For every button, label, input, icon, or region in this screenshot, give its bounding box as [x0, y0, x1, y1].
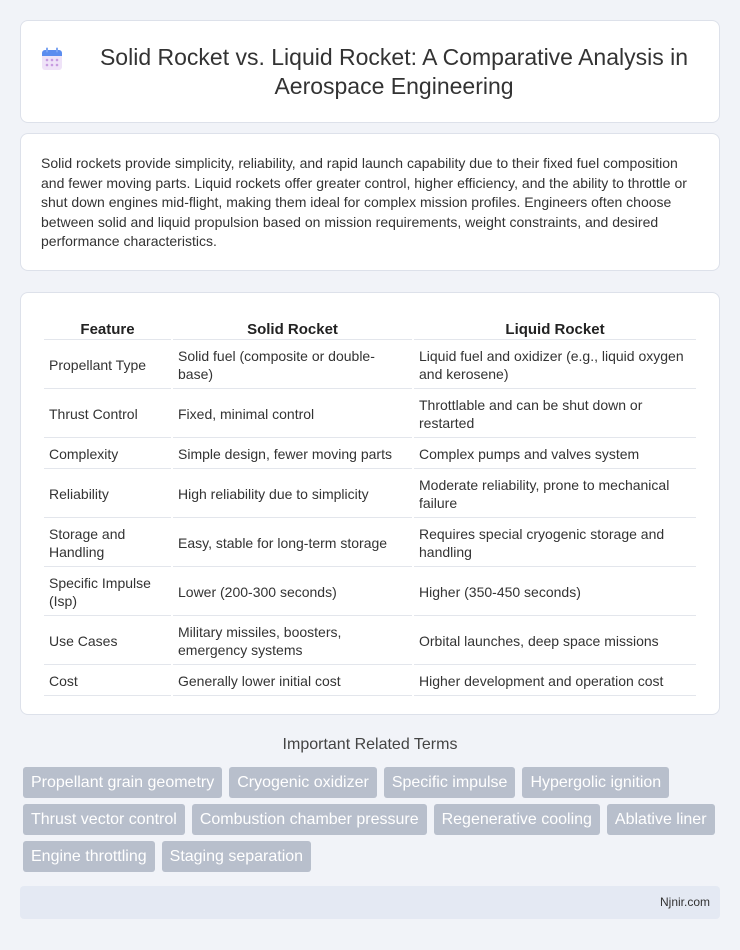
solid-cell: Generally lower initial cost: [173, 667, 412, 696]
page-title: Solid Rocket vs. Liquid Rocket: A Comparative Analysis in Aerospace Engineering: [99, 43, 689, 99]
solid-cell: Simple design, fewer moving parts: [173, 440, 412, 469]
term-tag[interactable]: Combustion chamber pressure: [192, 804, 427, 835]
footer: [20, 886, 720, 919]
solid-cell: Lower (200-300 seconds): [173, 569, 412, 616]
header-feature: Feature: [44, 317, 171, 340]
related-terms-list: [23, 767, 723, 872]
table-row: [44, 667, 696, 696]
table-row: [44, 520, 696, 567]
table-row: [44, 391, 696, 438]
liquid-cell: Orbital launches, deep space missions: [414, 618, 696, 665]
title-wrap: [21, 21, 719, 122]
table-row: [44, 440, 696, 469]
term-tag[interactable]: Cryogenic oxidizer: [229, 767, 377, 798]
feature-cell: Complexity: [44, 440, 171, 469]
summary-card: [20, 133, 720, 271]
header-liquid-rocket: Liquid Rocket: [414, 317, 696, 340]
solid-cell: Easy, stable for long-term storage: [173, 520, 412, 567]
term-tag[interactable]: Staging separation: [162, 841, 311, 872]
term-tag[interactable]: Specific impulse: [384, 767, 516, 798]
table-row: [44, 342, 696, 389]
calendar-icon: [41, 47, 63, 71]
liquid-cell: Complex pumps and valves system: [414, 440, 696, 469]
feature-cell: Storage and Handling: [44, 520, 171, 567]
term-tag[interactable]: Propellant grain geometry: [23, 767, 222, 798]
liquid-cell: Liquid fuel and oxidizer (e.g., liquid oxygen and kerosene): [414, 342, 696, 389]
feature-cell: Thrust Control: [44, 391, 171, 438]
comparison-table-card: [20, 292, 720, 715]
liquid-cell: Higher (350-450 seconds): [414, 569, 696, 616]
table-row: [44, 569, 696, 616]
solid-cell: High reliability due to simplicity: [173, 471, 412, 518]
solid-cell: Military missiles, boosters, emergency systems: [173, 618, 412, 665]
related-terms-heading: Important Related Terms: [282, 736, 458, 753]
term-tag[interactable]: Ablative liner: [607, 804, 715, 835]
solid-cell: Fixed, minimal control: [173, 391, 412, 438]
liquid-cell: Higher development and operation cost: [414, 667, 696, 696]
term-tag[interactable]: Engine throttling: [23, 841, 155, 872]
feature-cell: Specific Impulse (Isp): [44, 569, 171, 616]
liquid-cell: Requires special cryogenic storage and handling: [414, 520, 696, 567]
table-header-row: [44, 317, 696, 340]
feature-cell: Use Cases: [44, 618, 171, 665]
term-tag[interactable]: Hypergolic ignition: [522, 767, 669, 798]
solid-cell: Solid fuel (composite or double-base): [173, 342, 412, 389]
liquid-cell: Moderate reliability, prone to mechanical failure: [414, 471, 696, 518]
term-tag[interactable]: Regenerative cooling: [434, 804, 600, 835]
term-tag[interactable]: Thrust vector control: [23, 804, 185, 835]
header-solid-rocket: Solid Rocket: [173, 317, 412, 340]
feature-cell: Reliability: [44, 471, 171, 518]
comparison-table: [42, 315, 698, 698]
footer-site-link[interactable]: Njnir.com: [659, 895, 710, 909]
table-row: [44, 471, 696, 518]
summary-paragraph: Solid rockets provide simplicity, reliability, and rapid launch capability due to their fixed fuel composition and fewer moving parts. Liquid rockets offer greater control, higher efficiency, and the ability to throttle or shut down engines mid-flight, making them ideal for complex mission profiles. Engineers often choose between solid and liquid propulsion based on mission requirements, weight constraints, and desired performance characteristics.: [41, 155, 687, 249]
table-row: [44, 618, 696, 665]
feature-cell: Propellant Type: [44, 342, 171, 389]
feature-cell: Cost: [44, 667, 171, 696]
liquid-cell: Throttlable and can be shut down or restarted: [414, 391, 696, 438]
title-card: [20, 20, 720, 123]
